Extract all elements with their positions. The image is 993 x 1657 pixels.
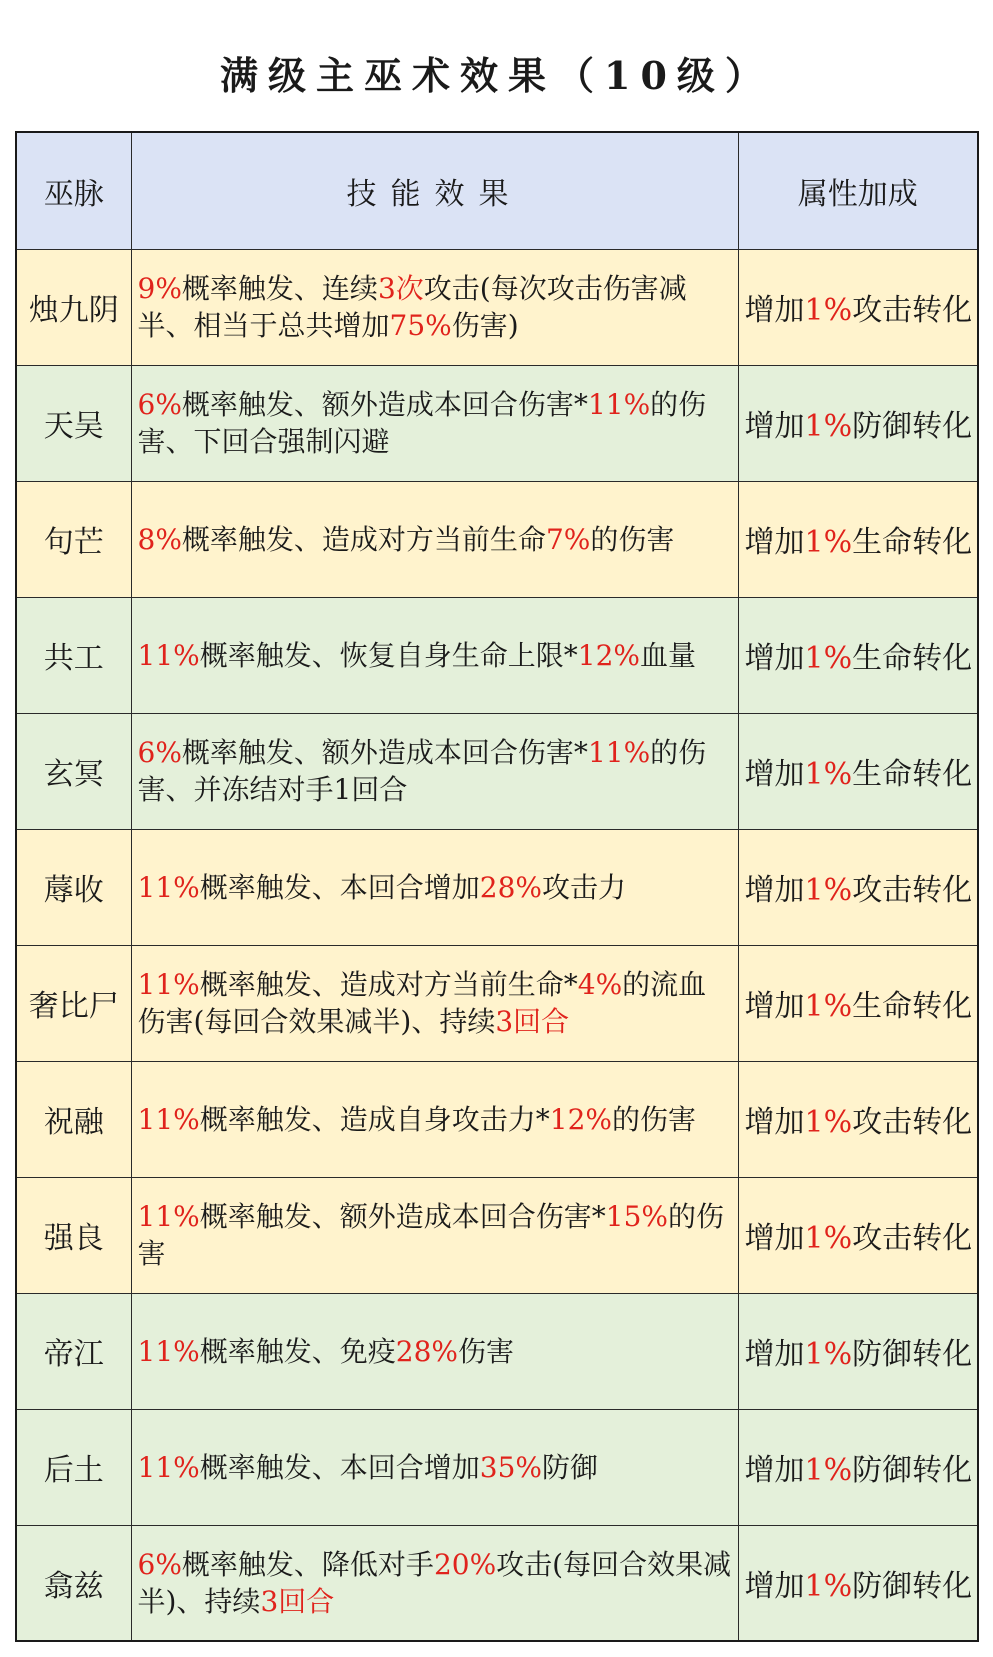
header-name: 巫脉 (16, 132, 131, 249)
effect-segment: 的伤害 (137, 1200, 724, 1270)
effect-segment: 概率触发、造成对方当前生命 (181, 522, 546, 556)
table-row (16, 1293, 978, 1409)
effect-segment: 的流血伤害(每回合效果减半)、持续 (137, 968, 707, 1038)
skill-effect-cell (131, 945, 738, 1061)
attr-segment: 增加 (744, 409, 805, 444)
effect-segment: 的伤害、并冻结对手1回合 (137, 736, 707, 806)
spell-name-cell: 祝融 (16, 1061, 131, 1177)
table-row (16, 365, 978, 481)
attr-segment: 生命转化 (852, 757, 973, 792)
attr-segment: 1% (804, 641, 853, 676)
table-row (16, 945, 978, 1061)
effect-segment: 11% (137, 1200, 200, 1233)
attr-segment: 防御转化 (852, 409, 973, 444)
effect-segment: 概率触发、额外造成本回合伤害* (181, 388, 588, 421)
attr-segment: 增加 (744, 1453, 805, 1488)
effect-segment: 75% (389, 309, 452, 342)
effect-segment: 11% (137, 1334, 200, 1368)
attr-segment: 1% (804, 873, 853, 908)
effect-segment: 12% (577, 638, 640, 672)
skill-effect-cell (131, 365, 738, 481)
effect-segment: 11% (137, 968, 200, 1001)
skill-effect-cell (131, 1177, 738, 1293)
effect-segment: 7% (545, 522, 591, 556)
attr-segment: 防御转化 (852, 1337, 973, 1372)
attr-segment: 生命转化 (852, 989, 973, 1024)
spell-name-cell: 共工 (16, 597, 131, 713)
attribute-bonus-cell (738, 1293, 978, 1409)
skill-effect-cell (131, 1525, 738, 1641)
effect-segment: 伤害 (457, 1334, 514, 1368)
effect-segment: 攻击(每回合效果减半)、持续 (137, 1547, 732, 1618)
table-row (16, 713, 978, 829)
spell-name-cell: 玄冥 (16, 713, 131, 829)
page-title: 满级主巫术效果（10级） (220, 53, 773, 98)
effect-segment: 28% (479, 870, 542, 904)
attr-segment: 生命转化 (852, 641, 973, 676)
attr-segment: 生命转化 (852, 525, 973, 560)
attr-segment: 1% (804, 1337, 853, 1372)
spell-name-cell: 句芒 (16, 481, 131, 597)
effect-segment: 6% (137, 388, 182, 421)
table-row (16, 481, 978, 597)
effect-segment: 概率触发、恢复自身生命上限* (199, 638, 578, 672)
effect-segment: 概率触发、额外造成本回合伤害* (181, 736, 588, 769)
table-row (16, 1409, 978, 1525)
attr-segment: 攻击转化 (852, 1221, 973, 1256)
attribute-bonus-cell (738, 1525, 978, 1641)
skill-effect-cell (131, 1293, 738, 1409)
skill-effect-cell (131, 829, 738, 945)
attr-segment: 1% (804, 293, 853, 328)
table-row (16, 829, 978, 945)
effect-segment: 15% (605, 1200, 668, 1233)
attr-segment: 增加 (744, 757, 805, 792)
attr-segment: 增加 (744, 641, 805, 676)
spell-name-cell: 天吴 (16, 365, 131, 481)
effect-segment: 35% (479, 1450, 542, 1484)
attr-segment: 1% (804, 989, 853, 1024)
effect-segment: 的伤害 (590, 522, 675, 556)
effect-segment: 11% (587, 736, 651, 769)
effect-segment: 概率触发、降低对手 (181, 1547, 434, 1581)
header-skill: 技能效果 (131, 132, 738, 249)
effect-segment: 11% (137, 638, 200, 672)
attribute-bonus-cell (738, 597, 978, 713)
effect-segment: 概率触发、本回合增加 (199, 870, 480, 904)
attr-segment: 增加 (744, 1221, 805, 1256)
attr-segment: 防御转化 (852, 1568, 973, 1604)
attr-segment: 1% (804, 1568, 853, 1604)
attr-segment: 攻击转化 (852, 293, 973, 328)
attr-segment: 增加 (744, 1568, 805, 1604)
effect-segment: 11% (137, 1450, 200, 1484)
attr-segment: 1% (804, 757, 853, 792)
table-row (16, 597, 978, 713)
table-body (16, 249, 978, 1641)
effect-segment: 6% (137, 1547, 182, 1581)
attr-segment: 增加 (744, 989, 805, 1024)
spell-effects-table (15, 131, 979, 1642)
attribute-bonus-cell (738, 481, 978, 597)
effect-segment: 9% (137, 272, 182, 305)
attr-segment: 攻击转化 (852, 873, 973, 908)
spell-name-cell: 奢比尸 (16, 945, 131, 1061)
attr-segment: 1% (804, 1453, 853, 1488)
effect-segment: 的伤害 (611, 1102, 696, 1136)
effect-segment: 3回合 (260, 1584, 335, 1618)
attr-segment: 增加 (744, 525, 805, 560)
effect-segment: 攻击力 (541, 870, 626, 904)
table-header-row (16, 132, 978, 249)
skill-effect-cell (131, 249, 738, 365)
skill-effect-cell (131, 597, 738, 713)
effect-segment: 11% (137, 870, 200, 904)
effect-segment: 4% (577, 968, 623, 1001)
skill-effect-cell (131, 713, 738, 829)
effect-segment: 3回合 (495, 1005, 570, 1038)
effect-segment: 11% (137, 1102, 200, 1136)
attr-segment: 1% (804, 525, 853, 560)
attr-segment: 1% (804, 1105, 853, 1140)
table-row (16, 249, 978, 365)
table-row (16, 1061, 978, 1177)
attr-segment: 攻击转化 (852, 1105, 973, 1140)
attribute-bonus-cell (738, 1409, 978, 1525)
effect-segment: 防御 (541, 1450, 598, 1484)
effect-segment: 概率触发、造成自身攻击力* (199, 1102, 550, 1136)
attribute-bonus-cell (738, 829, 978, 945)
effect-segment: 概率触发、额外造成本回合伤害* (199, 1200, 606, 1233)
effect-segment: 概率触发、本回合增加 (199, 1450, 480, 1484)
effect-segment: 12% (549, 1102, 612, 1136)
attr-segment: 1% (804, 1221, 853, 1256)
effect-segment: 20% (433, 1547, 497, 1581)
effect-segment: 8% (137, 522, 182, 556)
header-attr: 属性加成 (738, 132, 978, 249)
effect-segment: 的伤害、下回合强制闪避 (137, 388, 707, 458)
attribute-bonus-cell (738, 1061, 978, 1177)
attribute-bonus-cell (738, 945, 978, 1061)
spell-name-cell: 翕兹 (16, 1525, 131, 1641)
effect-segment: 28% (395, 1334, 458, 1368)
effect-segment: 概率触发、造成对方当前生命* (199, 968, 578, 1001)
skill-effect-cell (131, 1061, 738, 1177)
effect-segment: 血量 (639, 638, 696, 672)
spell-name-cell: 强良 (16, 1177, 131, 1293)
attr-segment: 增加 (744, 873, 805, 908)
effect-segment: 攻击(每次攻击伤害减半、相当于总共增加 (137, 272, 687, 342)
attr-segment: 1% (804, 409, 853, 444)
spell-name-cell: 烛九阴 (16, 249, 131, 365)
effect-segment: 6% (137, 736, 182, 769)
effect-segment: 3次 (377, 272, 424, 305)
attr-segment: 增加 (744, 1105, 805, 1140)
spell-name-cell: 蓐收 (16, 829, 131, 945)
attr-segment: 增加 (744, 293, 805, 328)
table-row (16, 1525, 978, 1641)
effect-segment: 概率触发、免疫 (199, 1334, 396, 1368)
attr-segment: 增加 (744, 1337, 805, 1372)
attribute-bonus-cell (738, 365, 978, 481)
skill-effect-cell (131, 1409, 738, 1525)
attribute-bonus-cell (738, 249, 978, 365)
table-row (16, 1177, 978, 1293)
attr-segment: 防御转化 (852, 1453, 973, 1488)
attribute-bonus-cell (738, 1177, 978, 1293)
spell-name-cell: 后土 (16, 1409, 131, 1525)
effect-segment: 概率触发、连续 (181, 272, 378, 305)
attribute-bonus-cell (738, 713, 978, 829)
effect-segment: 伤害) (451, 309, 519, 342)
skill-effect-cell (131, 481, 738, 597)
spell-name-cell: 帝江 (16, 1293, 131, 1409)
effect-segment: 11% (587, 388, 651, 421)
